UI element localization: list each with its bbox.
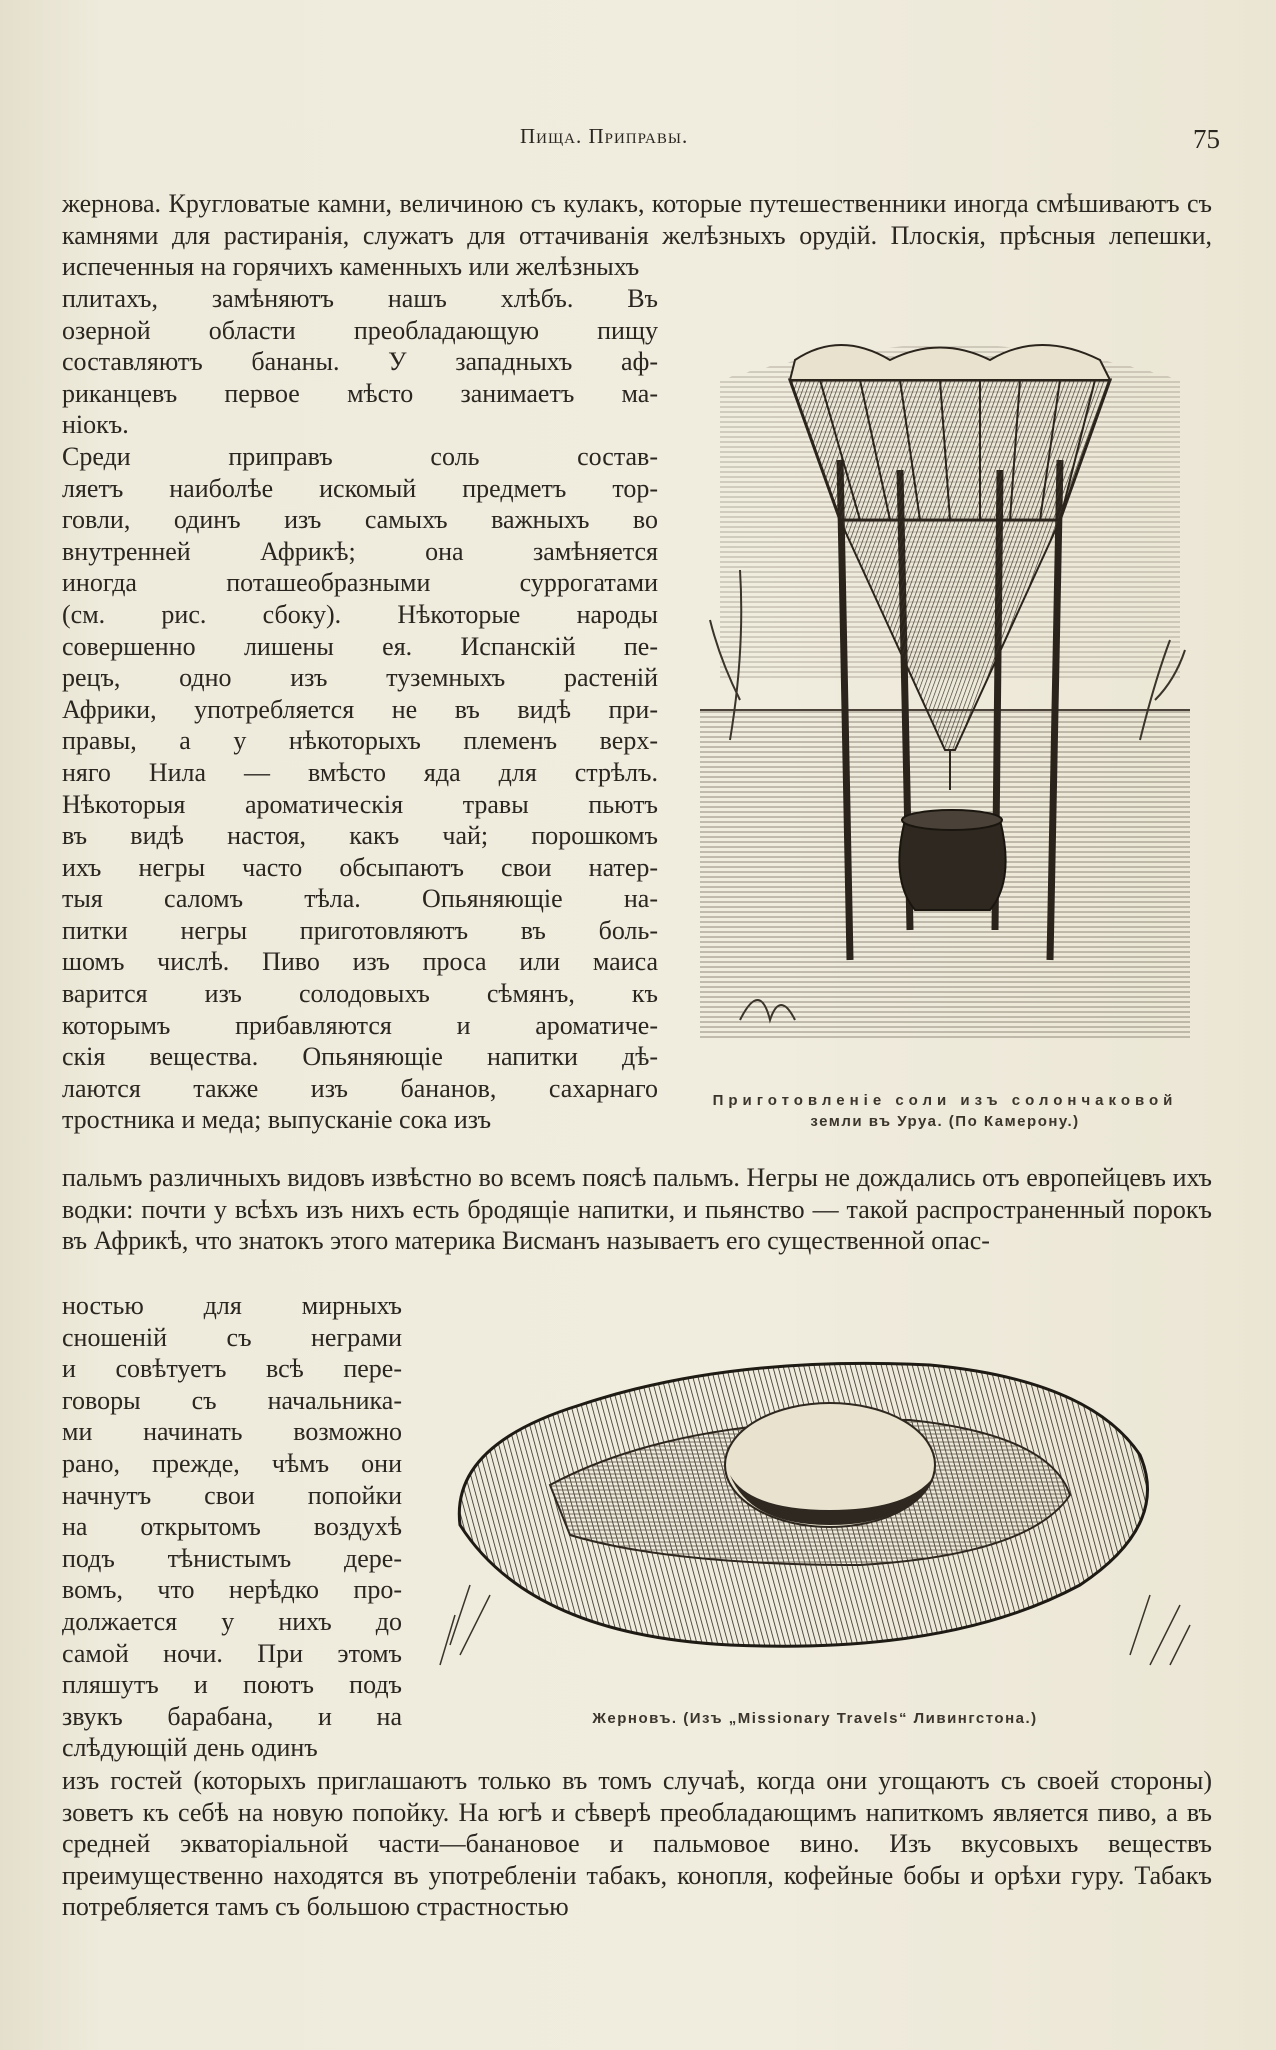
text-line: слѣдующій день одинъ — [62, 1733, 318, 1763]
caption-line-2: земли въ Уруа. (По Камерону.) — [810, 1113, 1080, 1130]
figure-caption-salt — [695, 1090, 1195, 1132]
text-line: рано, прежде, чѣмъ они — [62, 1448, 402, 1478]
millstone-engraving — [430, 1325, 1200, 1705]
text-line: на открытомъ воздухѣ — [62, 1512, 402, 1542]
text-line: няго Нила — вмѣсто яда для стрѣлъ. — [62, 757, 658, 787]
text-line: и совѣтуетъ всѣ пере- — [62, 1354, 402, 1384]
text-line: (см. рис. сбоку). Нѣкоторые народы — [62, 599, 658, 629]
text-line: подъ тѣнистымъ дере- — [62, 1543, 402, 1573]
figure-caption-millstone: Жерновъ. (Изъ „Missionary Travels“ Ливингстона.) — [592, 1710, 1038, 1727]
text-line: въ видѣ настоя, какъ чай; порошкомъ — [62, 821, 658, 851]
text-line: которымъ прибавляются и ароматиче- — [62, 1010, 658, 1040]
text-line: скія вещества. Опьяняющіе напитки дѣ- — [62, 1042, 658, 1072]
text-line: ляетъ наиболѣе искомый предметъ тор- — [62, 473, 658, 503]
text-line: лаются также изъ бананов, сахарнаго — [62, 1073, 658, 1103]
paragraph-drinks: пальмъ различныхъ видовъ извѣстно во всемъ поясѣ пальмъ. Негры не дождались отъ европейцевъ ихъ водки: почти у всѣхъ изъ нихъ есть бродящіе напитки, и пьянство — такой распространенный порокъ въ Африкѣ, что знатокъ этого материка Висманъ называетъ его существенной опас- — [62, 1163, 1212, 1256]
text-line: варится изъ солодовыхъ сѣмянъ, къ — [62, 979, 658, 1009]
page-header — [60, 124, 1220, 164]
text-line: шомъ числѣ. Пиво изъ проса или маиса — [62, 947, 658, 977]
text-line: Нѣкоторыя ароматическія травы пьютъ — [62, 789, 658, 819]
text-line: Среди приправъ соль состав- — [62, 441, 658, 471]
text-line: звукъ барабана, и на — [62, 1701, 402, 1731]
text-line: ихъ негры часто обсыпаютъ свои натер- — [62, 852, 658, 882]
text-line: правы, а у нѣкоторыхъ племенъ верх- — [62, 726, 658, 756]
narrow-column-text — [62, 283, 658, 1136]
text-line: тростника и меда; выпусканіе сока изъ — [62, 1105, 492, 1135]
text-line: питки негры приготовляютъ въ боль- — [62, 915, 658, 945]
paragraph-closing: изъ гостей (которыхъ приглашаютъ только въ томъ случаѣ, когда они угощаютъ съ своей стороны) зоветъ къ себѣ на новую попойку. На югѣ и сѣверѣ преобладающимъ напиткомъ является пиво, а въ средней экваторіальной части—банановое и пальмовое вино. Изъ вкусовыхъ веществъ преимущественно находятся въ употребленіи табакъ, конопля, кофейные бобы и орѣхи гуру. Табакъ потребляется тамъ съ большою страстностью — [62, 1766, 1212, 1922]
text-line: пляшутъ и поютъ подъ — [62, 1670, 402, 1700]
text-line: вомъ, что нерѣдко про- — [62, 1575, 402, 1605]
page-number: 75 — [1193, 124, 1220, 154]
text-line: совершенно лишены ея. Испанскій пе- — [62, 631, 658, 661]
caption-line-1: Приготовленіе соли изъ солончаковой — [712, 1092, 1178, 1109]
text-line: начнутъ свои попойки — [62, 1480, 402, 1510]
text-line: иногда поташеобразными суррогатами — [62, 568, 658, 598]
text-line: ми начинать возможно — [62, 1417, 402, 1447]
text-line: ніокъ. — [62, 410, 129, 440]
text-line: говоры съ начальника- — [62, 1385, 402, 1415]
text-line: должается у нихъ до — [62, 1606, 402, 1636]
text-line: самой ночи. При этомъ — [62, 1638, 402, 1668]
paragraph-intro: жернова. Кругловатые камни, величиною съ кулакъ, которые путешественники иногда смѣшиваютъ съ камнями для растиранія, служатъ для оттачиванія желѣзныхъ орудій. Плоскія, прѣсныя лепешки, испеченныя на горячихъ каменныхъ или желѣзныхъ — [62, 189, 1212, 282]
text-line: говли, одинъ изъ самыхъ важныхъ во — [62, 505, 658, 535]
text-line: тыя саломъ тѣла. Опьяняющіе на- — [62, 884, 658, 914]
text-line: сношеній съ неграми — [62, 1322, 402, 1352]
text-line: Африки, употребляется не въ видѣ при- — [62, 694, 658, 724]
salt-preparation-engraving — [700, 320, 1190, 1080]
mid-column-text — [62, 1290, 402, 1764]
text-line: плитахъ, замѣняютъ нашъ хлѣбъ. Въ — [62, 284, 658, 313]
text-line: составляютъ бананы. У западныхъ аф- — [62, 347, 658, 377]
text-line: внутренней Африкѣ; она замѣняется — [62, 536, 658, 566]
text-line: ностью для мирныхъ — [62, 1291, 402, 1320]
text-line: озерной области преобладающую пищу — [62, 315, 658, 345]
running-head: Пища. Приправы. — [520, 124, 689, 148]
text-line: рецъ, одно изъ туземныхъ растеній — [62, 663, 658, 693]
text-line: риканцевъ первое мѣсто занимаетъ ма- — [62, 378, 658, 408]
